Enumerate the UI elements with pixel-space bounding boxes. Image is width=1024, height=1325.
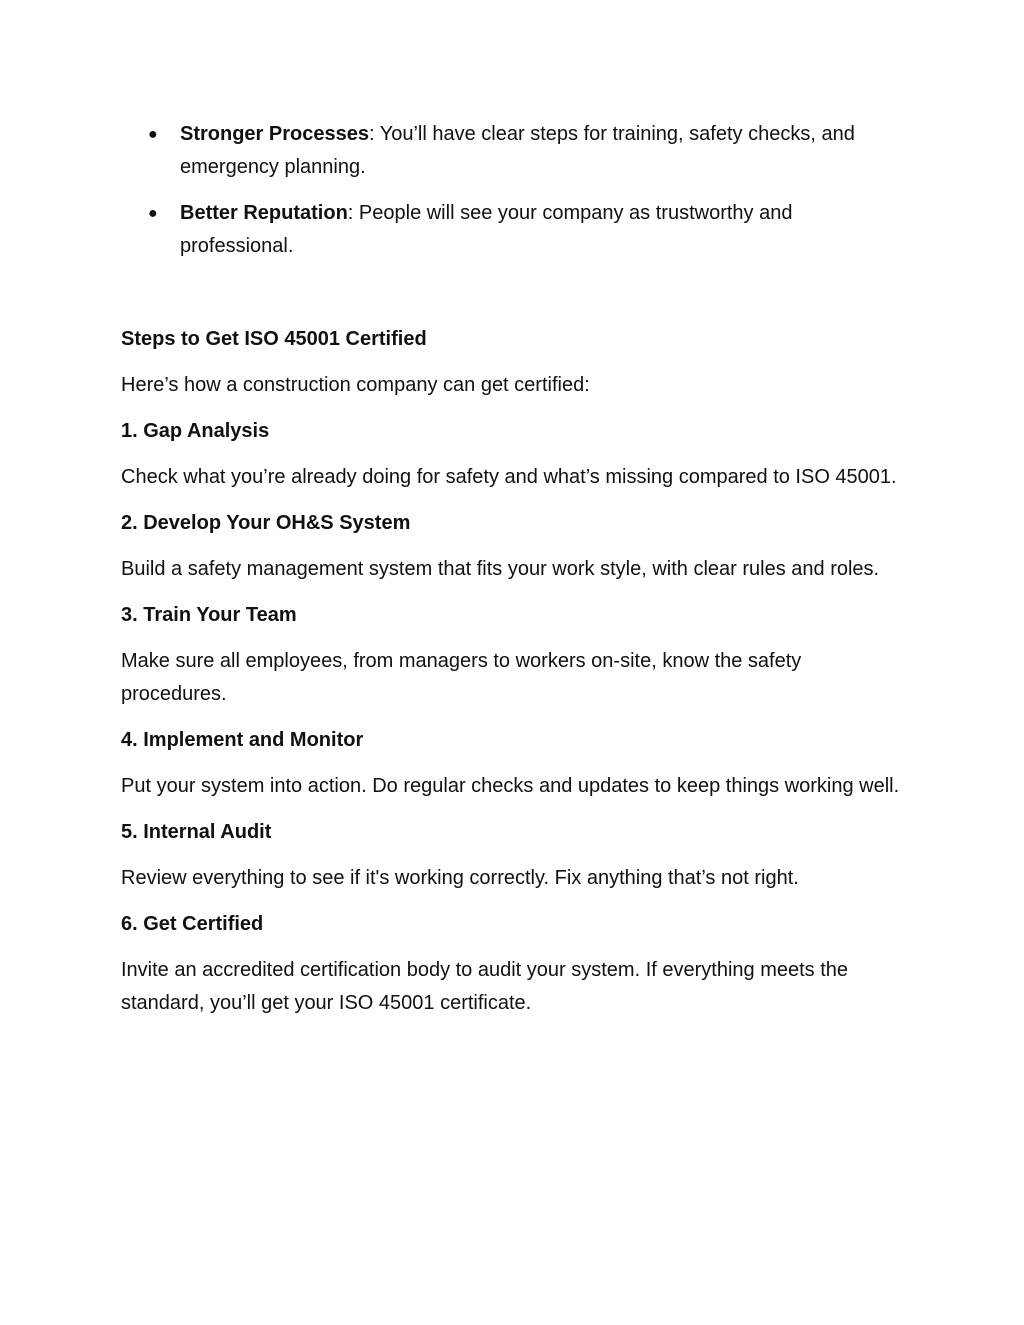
step xyxy=(121,724,911,803)
step xyxy=(121,816,911,895)
step xyxy=(121,599,911,711)
bullet-icon: ● xyxy=(148,126,158,143)
step xyxy=(121,908,911,1020)
benefit-title: Better Reputation xyxy=(180,202,348,224)
step-text: Review everything to see if it's working correctly. Fix anything that’s not right. xyxy=(121,867,799,889)
step-heading: 3. Train Your Team xyxy=(121,604,297,626)
benefit-text: : People will see your company as trustworthy and professional. xyxy=(180,202,793,257)
step-text: Invite an accredited certification body to audit your system. If everything meets the standard, you’ll get your ISO 45001 certificate. xyxy=(121,959,849,1014)
list-item xyxy=(121,118,911,184)
benefits-list xyxy=(121,118,911,263)
step-heading: 1. Gap Analysis xyxy=(121,420,270,442)
step-heading: 4. Implement and Monitor xyxy=(121,729,364,751)
step-heading: 6. Get Certified xyxy=(121,913,264,935)
step-text: Build a safety management system that fits your work style, with clear rules and roles. xyxy=(121,558,880,580)
benefit-title: Stronger Processes xyxy=(180,123,369,145)
step xyxy=(121,415,911,494)
step-text: Put your system into action. Do regular checks and updates to keep things working well. xyxy=(121,775,900,797)
list-item xyxy=(121,197,911,263)
document-page xyxy=(121,118,911,1033)
step-heading: 2. Develop Your OH&S System xyxy=(121,512,411,534)
step-heading: 5. Internal Audit xyxy=(121,821,272,843)
step-text: Make sure all employees, from managers to workers on-site, know the safety procedures. xyxy=(121,650,802,705)
bullet-icon: ● xyxy=(148,205,158,222)
step-text: Check what you’re already doing for safety and what’s missing compared to ISO 45001. xyxy=(121,466,897,488)
section-heading: Steps to Get ISO 45001 Certified xyxy=(121,328,427,350)
section-intro: Here’s how a construction company can get certified: xyxy=(121,374,590,396)
step xyxy=(121,507,911,586)
benefit-text: : You’ll have clear steps for training, safety checks, and emergency planning. xyxy=(180,123,855,178)
